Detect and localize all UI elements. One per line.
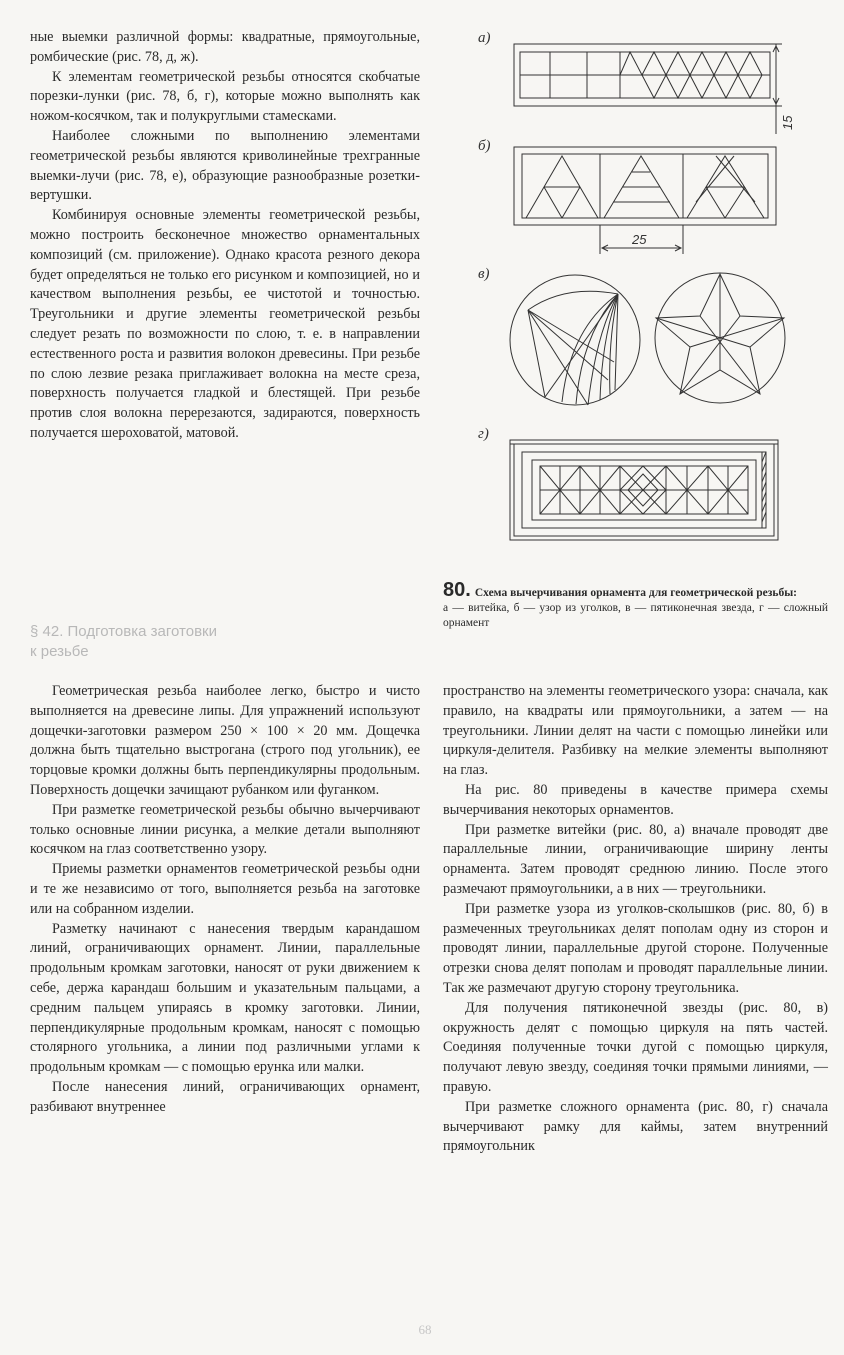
- paragraph: К элементам геометрической резьбы относятся скобчатые порезки-лунки (рис. 78, б, г), которые можно выполнять как ножом-косячком, так и полукруглыми стамесками.: [30, 68, 420, 125]
- left-column-top-text: [30, 28, 420, 444]
- paragraph: ные выемки различной формы: квадратные, прямоугольные, ромбические (рис. 78, д, ж).: [30, 29, 420, 65]
- paragraph: При разметке узора из уголков-сколышков (рис. 80, б) в размеченных треугольниках делят пополам одну из сторон и проводят линии, параллельные другой стороне. Полученные отрезки снова делят пополам и проводят параллельные линии. Так же размечают другую сторону треугольника.: [443, 900, 828, 996]
- dimension-15: 15: [780, 115, 795, 130]
- paragraph: После нанесения линий, ограничивающих орнамент, разбивают внутреннее: [30, 1078, 420, 1115]
- figure-80: [470, 22, 830, 582]
- paragraph: Для получения пятиконечной звезды (рис. 80, в) окружность делят с помощью циркуля на пять частей. Соединяя полученные точки дугой с помощью циркуля, получают левую звезду, соединяя точки прямыми линиями, — правую.: [443, 999, 828, 1095]
- section-heading: [30, 622, 330, 662]
- figure-title: Схема вычерчивания орнамента для геометрической резьбы:: [474, 587, 798, 599]
- figure-a-vitejka: [514, 44, 782, 134]
- figure-v-stars: [510, 273, 785, 405]
- section-heading-line1: § 42. Подготовка заготовки: [30, 623, 217, 640]
- figure-caption-body: а — витейка, б — узор из уголков, в — пятиконечная звезда, г — сложный орнамент: [443, 602, 828, 629]
- figure-label-v: в): [478, 266, 490, 282]
- right-column-bottom-text: [443, 682, 828, 1157]
- paragraph: При разметке геометрической резьбы обычно вычерчивают только основные линии рисунка, а мелкие детали выполняют косячком на глаз соответственно узору.: [30, 801, 420, 858]
- paragraph: Разметку начинают с нанесения твердым карандашом линий, ограничивающих орнамент. Линии, параллельные продольным кромкам заготовки, наносят от руки движением к себе, держа карандаш большим и указательным пальцами, а средним пальцем упираясь в кромку заготовки. Линии, перпендикулярные продольным кромкам, наносят с помощью столярного угольника, а линии под различными углами к продольным кромкам — с помощью ерунка или малки.: [30, 920, 420, 1076]
- figure-g-complex: [510, 440, 778, 540]
- page-number: 68: [418, 1322, 432, 1337]
- figure-label-a: а): [478, 30, 491, 46]
- figure-label-b: б): [478, 138, 491, 154]
- paragraph: Наиболее сложными по выполнению элементами геометрической резьбы являются криволинейные трехгранные выемки-лучи (рис. 78, е), образующие разнообразные розетки-вертушки.: [30, 127, 420, 204]
- figure-label-g: г): [478, 426, 489, 442]
- section-heading-line2: к резьбе: [30, 643, 89, 660]
- dimension-25: 25: [632, 232, 647, 247]
- paragraph: Приемы разметки орнаментов геометрической резьбы одни и те же независимо от того, выполняется резьба на заготовке или на собранном изделии.: [30, 861, 420, 917]
- paragraph: Комбинируя основные элементы геометрической резьбы, можно построить бесконечное множество орнаментальных композиций (см. приложение). Однако красота резного декора будет определяться не только его рисунком и композицией, но и качеством выполнения резьбы, ее чистотой и точностью. Треугольники и другие элементы геометрической резьбы следует резать по возможности по слою, т. е. в направлении естественного роста и развития волокон древесины. При резьбе по слою лезвие резака приглаживает волокна на месте среза, поверхность получается гладкой и блестящей. При резьбе против слоя волокна перерезаются, задираются, поверхность получается шероховатой, матовой.: [30, 207, 420, 441]
- left-column-bottom-text: [30, 682, 420, 1118]
- paragraph: При разметке витейки (рис. 80, а) вначале проводят две параллельные линии, ограничивающие ширину ленты орнамента. Затем проводят среднюю линию. После этого размечают прямоугольники, а в них — треугольники.: [443, 821, 828, 897]
- paragraph: На рис. 80 приведены в качестве примера схемы вычерчивания некоторых орнаментов.: [443, 781, 828, 818]
- paragraph: При разметке сложного орнамента (рис. 80, г) сначала вычерчивают рамку для каймы, затем внутренний прямоугольник: [443, 1098, 828, 1155]
- figure-number: 80.: [443, 579, 471, 601]
- figure-caption: [443, 579, 828, 631]
- figure-80-drawing: [470, 22, 830, 582]
- paragraph: пространство на элементы геометрического узора: сначала, как правило, на квадраты или прямоугольники, а затем — на треугольники. Линии делят на части с помощью линейки или циркуля-делителя. Разбивку на мелкие элементы выполняют на глаз.: [443, 683, 828, 779]
- paragraph: Геометрическая резьба наиболее легко, быстро и чисто выполняется на древесине липы. Для упражнений используют дощечки-заготовки размером 250 × 100 × 20 мм. Дощечка должна быть тщательно выстрогана (строго под угольник), ее торцовые кромки должны быть перпендикулярны продольным. Поверхность дощечки зачищают рубанком или фуганком.: [30, 683, 420, 798]
